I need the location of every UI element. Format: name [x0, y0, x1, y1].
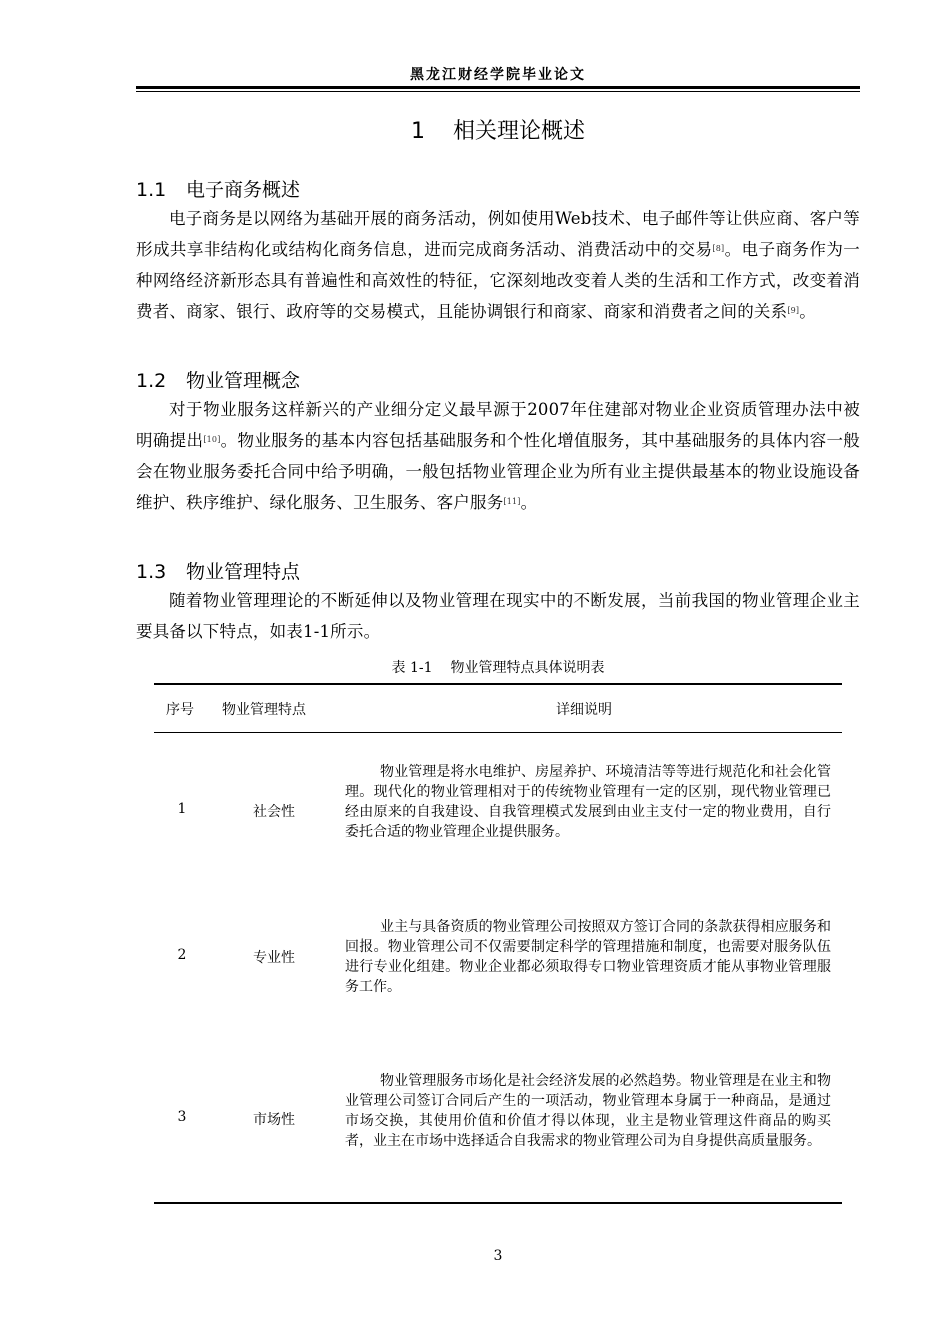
table-caption [136, 657, 860, 677]
citation-marker: [8] [712, 244, 725, 253]
header-rule-thin [136, 91, 860, 92]
row-feature: 市场性 [253, 1112, 295, 1128]
row-feature: 专业性 [253, 950, 295, 966]
paragraph-text: 。物业服务的基本内容包括基础服务和个性化增值服务，其中基础服务的具体内容一般会在物业服务委托合同中给予明确，一般包括物业管理企业为所有业主提供最基本的物业设施设备维护、秩序维护、绿化服务、卫生服务、客户服务 [136, 431, 860, 512]
section-heading-1-3 [136, 557, 300, 584]
table-bottom-rule [154, 1202, 842, 1204]
section-number: 1.2 [136, 370, 167, 392]
table-caption-title: 物业管理特点具体说明表 [450, 660, 605, 676]
paragraph-text: 。 [799, 302, 816, 321]
chapter-title-text: 相关理论概述 [452, 119, 585, 144]
row-number: 1 [177, 801, 187, 817]
paragraph-1-2 [136, 394, 860, 518]
table-header-rule [154, 732, 842, 733]
paragraph-text: 。 [520, 493, 538, 512]
section-title: 电子商务概述 [186, 179, 301, 201]
running-header: 黑龙江财经学院毕业论文 [410, 67, 586, 83]
header-rule-thick [136, 86, 860, 89]
paragraph-text: 电子商务是以网络为基础开展的商务活动，例如使用Web技术、电子邮件等让供应商、客户等形成共享非结构化或结构化商务信息，进而完成商务活动、消费活动中的交易 [136, 209, 860, 259]
row-feature: 社会性 [253, 804, 295, 820]
paragraph-1-1 [136, 203, 860, 327]
section-number: 1.1 [136, 179, 167, 201]
row-description: 物业管理服务市场化是社会经济发展的必然趋势。物业管理是在业主和物业管理公司签订合同后产生的一项活动，物业管理本身属于一种商品，是通过市场交换，其使用价值和价值才得以体现，业主是物业管理这件商品的购买者，业主在市场中选择适合自我需求的物业管理公司为自身提供高质量服务。 [345, 1073, 831, 1149]
citation-marker: [10] [203, 435, 221, 444]
table-header-feature: 物业管理特点 [222, 702, 306, 718]
section-title: 物业管理特点 [186, 561, 301, 583]
row-description: 业主与具备资质的物业管理公司按照双方签订合同的条款获得相应服务和回报。物业管理公司不仅需要制定科学的管理措施和制度，也需要对服务队伍进行专业化组建。物业企业都必须取得专口物业管理资质才能从事物业管理服务工作。 [345, 919, 831, 995]
paragraph-text: 。电子商务作为一种网络经济新形态具有普遍性和高效性的特征，它深刻地改变着人类的生活和工作方式，改变着消费者、商家、银行、政府等的交易模式，且能协调银行和商家、商家和消费者之间的关系 [136, 240, 860, 321]
citation-marker: [9] [787, 306, 800, 315]
chapter-number: 1 [410, 119, 425, 144]
table-top-rule [154, 683, 842, 685]
paragraph-1-3 [136, 585, 860, 647]
section-heading-1-2 [136, 366, 300, 393]
chapter-title [136, 114, 860, 145]
row-number: 3 [177, 1109, 187, 1125]
table-header-num: 序号 [166, 702, 194, 718]
page-number: 3 [493, 1248, 503, 1264]
paragraph-text: 随着物业管理理论的不断延伸以及物业管理在现实中的不断发展，当前我国的物业管理企业主要具备以下特点，如表1-1所示。 [136, 591, 860, 641]
section-title: 物业管理概念 [186, 370, 301, 392]
row-number: 2 [177, 947, 187, 963]
table-header-desc: 详细说明 [556, 702, 612, 718]
section-heading-1-1 [136, 175, 300, 202]
section-number: 1.3 [136, 561, 167, 583]
citation-marker: [11] [503, 497, 521, 506]
row-description: 物业管理是将水电维护、房屋养护、环境清洁等等进行规范化和社会化管理。现代化的物业管理相对于的传统物业管理有一定的区别，现代物业管理已经由原来的自我建设、自我管理模式发展到由业主支付一定的物业费用，自行委托合适的物业管理企业提供服务。 [345, 764, 831, 840]
paragraph-text: 对于物业服务这样新兴的产业细分定义最早源于2007年住建部对物业企业资质管理办法中被明确提出 [136, 400, 860, 450]
table-caption-number: 表 1-1 [391, 660, 433, 676]
